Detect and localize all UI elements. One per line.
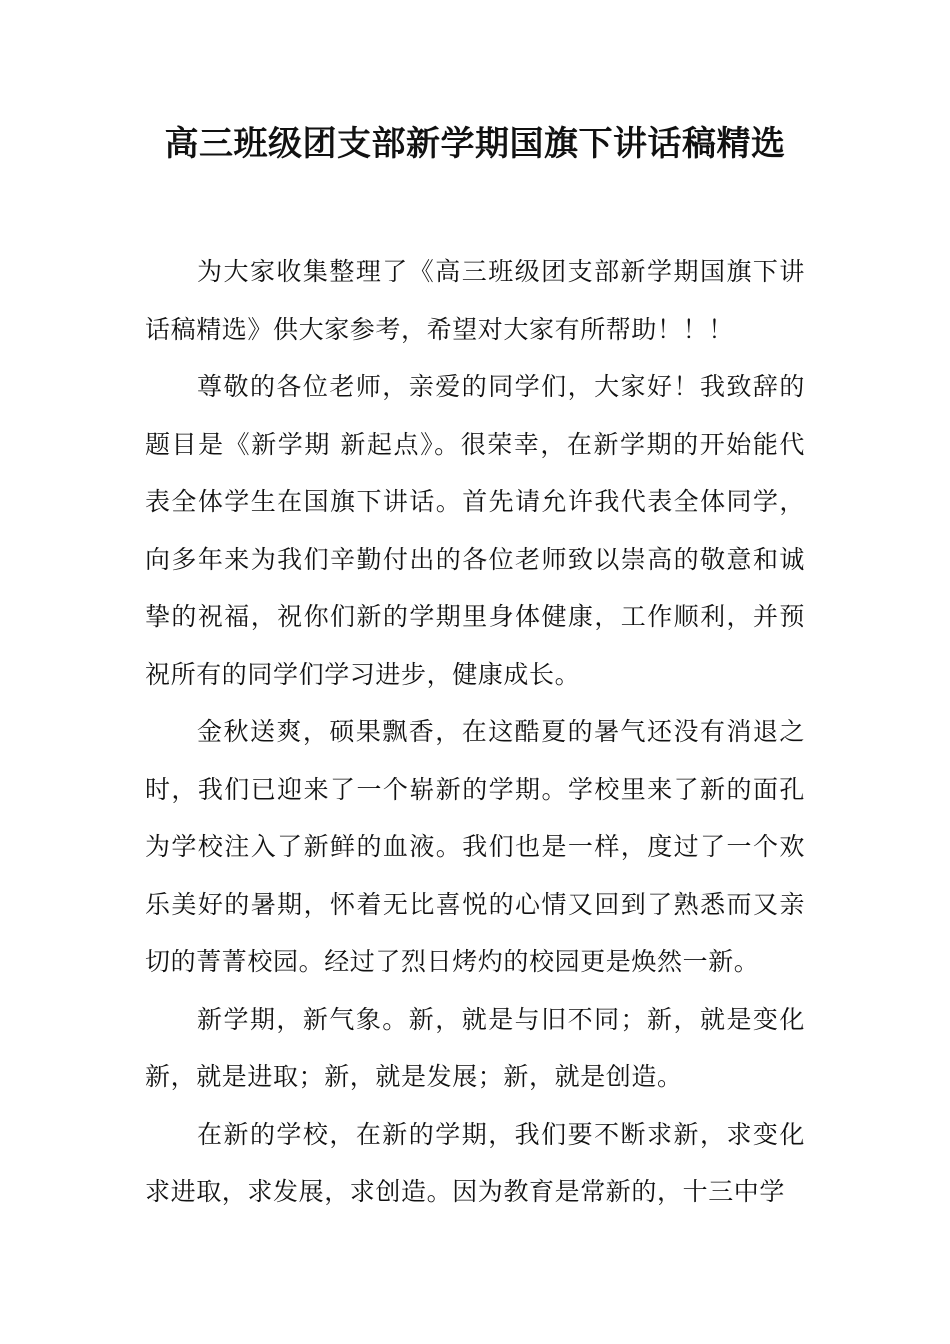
page-title: 高三班级团支部新学期国旗下讲话稿精选 (164, 124, 786, 164)
paragraph-greeting: 尊敬的各位老师，亲爱的同学们，大家好！我致辞的题目是《新学期 新起点》。很荣幸，在新学期的开始能代表全体学生在国旗下讲话。首先请允许我代表全体同学，向多年来为我们辛勤付出的各位老师致以崇高的敬意和诚挚的祝福，祝你们新的学期里身体健康，工作顺利，并预祝所有的同学们学习进步，健康成长。 (145, 372, 805, 689)
paragraph-autumn: 金秋送爽，硕果飘香，在这酷夏的暑气还没有消退之时，我们已迎来了一个崭新的学期。学校里来了新的面孔为学校注入了新鲜的血液。我们也是一样，度过了一个欢乐美好的暑期，怀着无比喜悦的心情又回到了熟悉而又亲切的菁菁校园。经过了烈日烤灼的校园更是焕然一新。 (145, 717, 805, 976)
document-body (145, 243, 805, 1221)
paragraph-intro: 为大家收集整理了《高三班级团支部新学期国旗下讲话稿精选》供大家参考，希望对大家有所帮助！！！ (145, 257, 805, 344)
paragraph-new-school: 在新的学校，在新的学期，我们要不断求新，求变化求进取，求发展，求创造。因为教育是常新的，十三中学 (145, 1119, 805, 1206)
paragraph-new-semester: 新学期，新气象。新，就是与旧不同；新，就是变化新，就是进取；新，就是发展；新，就是创造。 (145, 1004, 805, 1091)
